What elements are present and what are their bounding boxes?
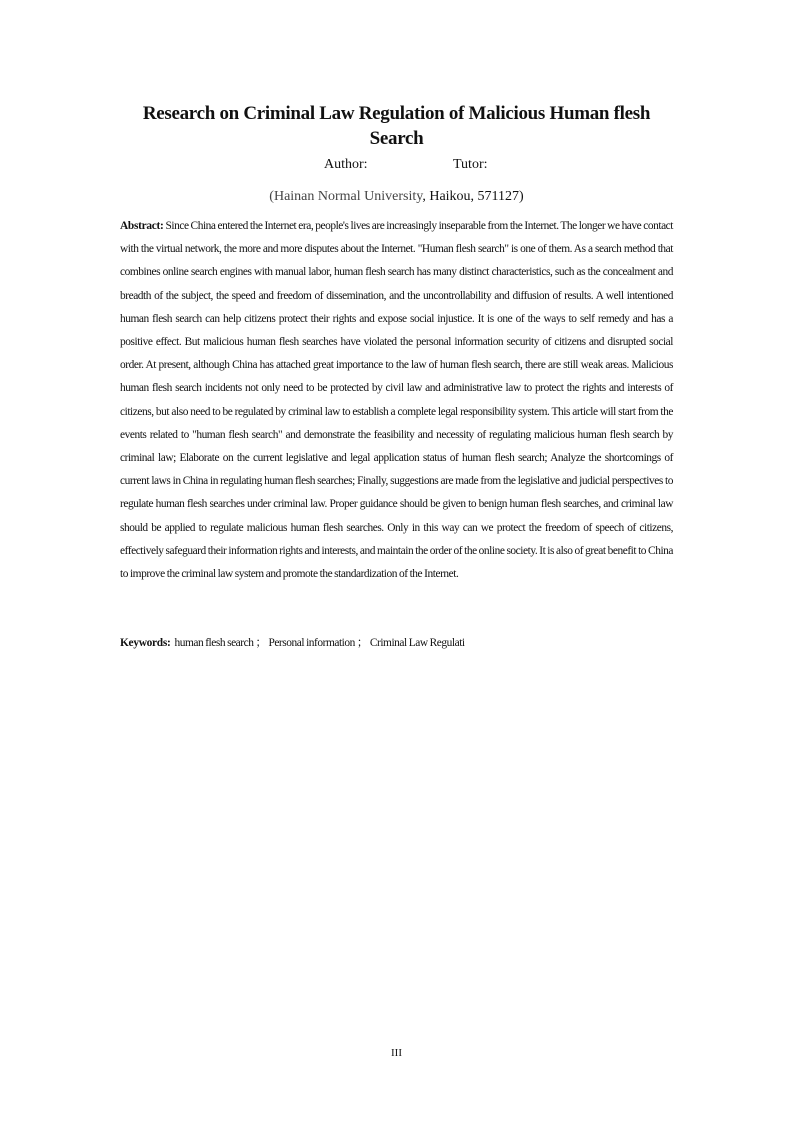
keyword-separator: ； <box>255 637 267 649</box>
abstract-text: Since China entered the Internet era, people's lives are increasingly inseparable from the Internet. The longer we have contact with the virtual network, the more and more disputes about the Internet. "Human flesh search" is one of them. As a search method that combines online search engines with manual labor, human flesh search has many distinct characteristics, such as the concealment and breadth of the subject, the speed and freedom of dissemination, and the uncontrollability and diffusion of results. A well intentioned human flesh search can help citizens protect their rights and expose social injustice. It is one of the ways to self remedy and has a positive effect. But malicious human flesh searches have violated the personal information security of citizens and disrupted social order. At present, although China has attached great importance to the law of human flesh search, there are still weak areas. Malicious human flesh search incidents not only need to be protected by civil law and administrative law to protect the rights and interests of citizens, but also need to be regulated by criminal law to establish a complete legal responsibility system. This article will start from the events related to "human flesh search" and demonstrate the feasibility and necessity of regulating malicious human flesh search by criminal law; Elaborate on the current legislative and legal application status of human flesh search; Analyze the shortcomings of current laws in China in regulating human flesh searches; Finally, suggestions are made from the legislative and judicial perspectives to regulate human flesh searches under criminal law. Proper guidance should be given to benign human flesh searches, and criminal law should be applied to regulate malicious human flesh searches. Only in this way can we protect the freedom of speech of citizens, effectively safeguard their information rights and interests, and maintain the order of the online society. It is also of great benefit to China to improve the criminal law system and promote the standardization of the Internet. <box>120 220 674 581</box>
page-number: III <box>391 1047 402 1059</box>
keyword-separator: ； <box>356 637 368 649</box>
abstract-label: Abstract: <box>120 220 164 232</box>
keyword-item: Personal information <box>268 637 355 649</box>
affiliation-city-postcode: , Haikou, 571127) <box>422 189 524 204</box>
affiliation-university: Hainan Normal University <box>273 189 423 204</box>
abstract-paragraph <box>120 215 673 586</box>
keywords-label: Keywords: <box>120 637 171 649</box>
author-tutor-line <box>120 155 673 175</box>
affiliation-open-paren: ( <box>269 189 274 204</box>
tutor-label: Tutor: <box>453 157 488 172</box>
paper-title: Research on Criminal Law Regulation of Malicious Human flesh Search <box>142 103 651 149</box>
keyword-item: human flesh search <box>174 637 254 649</box>
author-label: Author: <box>324 157 368 172</box>
keywords-line <box>120 632 673 655</box>
affiliation <box>120 187 673 207</box>
keyword-item: Criminal Law Regulati <box>369 637 465 649</box>
